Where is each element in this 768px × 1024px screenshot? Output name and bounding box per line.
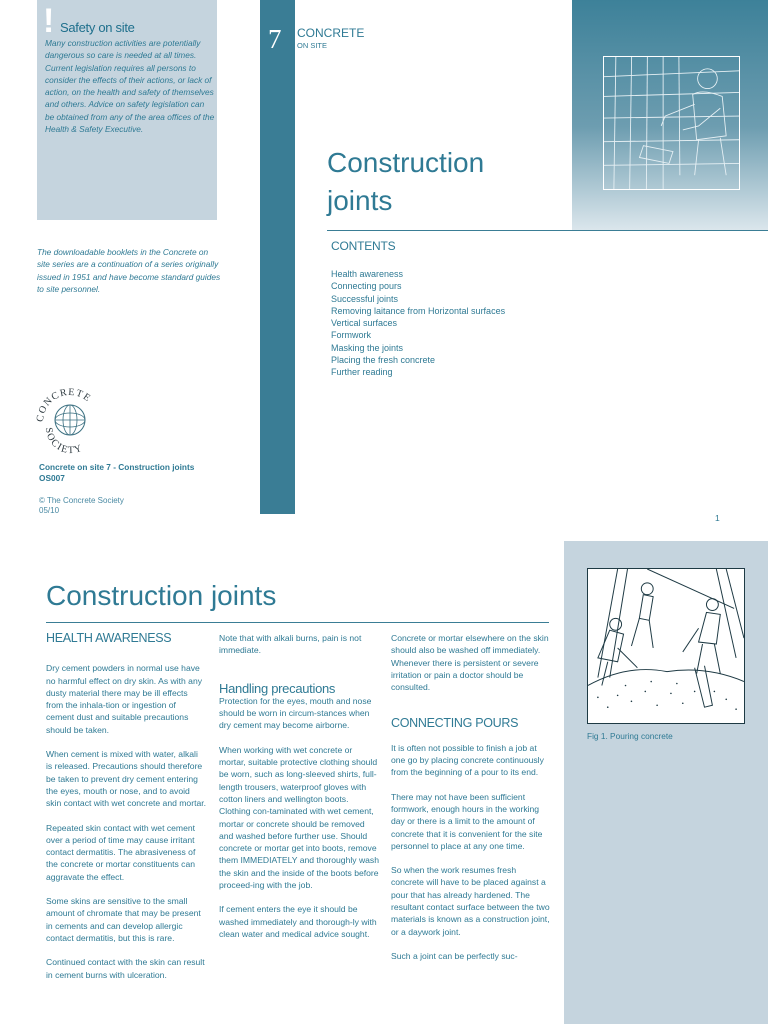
contents-item: Formwork xyxy=(331,330,371,341)
contents-item: Masking the joints xyxy=(331,342,404,353)
reference-code: OS007 xyxy=(39,472,65,483)
section-title: Construction joints xyxy=(46,580,277,611)
paragraph: Protection for the eyes, mouth and nose should be worn in circum-stances when dry cement may become airborne. xyxy=(219,695,372,731)
health-awareness-heading: HEALTH AWARENESS xyxy=(46,631,172,645)
safety-title: Safety on site xyxy=(60,20,135,35)
series-subtitle: ON SITE xyxy=(297,41,328,50)
paragraph: Note that with alkali burns, pain is not immediate. xyxy=(219,633,362,656)
figure-caption: Fig 1. Pouring concrete xyxy=(587,731,673,741)
title-line-1: Construction xyxy=(327,147,485,178)
paragraph: So when the work resumes fresh concrete will have to be placed against a pour that has already hardened. The resultant contact surface between the two materials is known as a construction joint, or a daywork joint. xyxy=(391,865,550,937)
document-reference xyxy=(39,462,194,483)
contents-item: Further reading xyxy=(331,367,393,378)
pouring-concrete-figure-icon xyxy=(587,568,745,724)
text-column-3 xyxy=(391,632,551,974)
contents-item: Successful joints xyxy=(331,293,399,304)
contents-item: Health awareness xyxy=(331,269,404,279)
paragraph: Such a joint can be perfectly suc- xyxy=(391,950,518,961)
text-column-1 xyxy=(46,632,206,993)
contents-heading: CONTENTS xyxy=(331,239,396,253)
series-number: 7 xyxy=(268,24,282,54)
paragraph: Concrete or mortar elsewhere on the skin should also be washed off immediately. xyxy=(391,633,549,656)
reference-title: Concrete on site 7 - Construction joints xyxy=(39,462,195,472)
divider xyxy=(327,230,768,231)
copyright-date: 05/10 xyxy=(39,506,60,515)
handling-precautions-heading: Handling precautions xyxy=(219,680,336,696)
contents-item: Placing the fresh concrete xyxy=(331,355,436,366)
logo-text-top: CONCRETE xyxy=(34,386,94,423)
concrete-society-logo-icon xyxy=(34,384,106,456)
logo-text-bottom: SOCIETY xyxy=(42,426,85,456)
paragraph: There may not have been sufficient formwork, enough hours in the working day or there is a limit to the amount of concrete that it is convenient for the site personnel to place at any one time. xyxy=(391,791,543,851)
paragraph: When working with wet concrete or mortar, suitable protective clothing should be worn, such as long-sleeved shirts, full-length trousers, waterproof gloves with cotton liners and wellington boots. Clothing con-taminated with wet cement, mortar or concrete should be removed and washed before further use. Should concrete or mortar get into boots, remove them IMMEDIATELY and thoroughly wash the skin and the inside of the boots before proceed-ing with the job. xyxy=(219,744,380,891)
paragraph: When cement is mixed with water, alkali is released. Precautions should therefore be taken to prevent dry cement entering the eyes, mouth or nose, and to avoid skin contact with wet concrete and mortar. xyxy=(46,749,207,809)
paragraph: Dry cement powders in normal use have no harmful effect on dry skin. As with any dusty material there may be ill effects from the inhala-tion or ingestion of cement dust and suitable precautions should be taken. xyxy=(46,663,203,735)
paragraph: Repeated skin contact with wet cement over a period of time may cause irritant contact dermatitis. The abrasiveness of the concrete or mortar constituents can aggravate the effect. xyxy=(46,822,196,882)
copyright-holder: © The Concrete Society xyxy=(39,496,124,505)
title-line-2: joints xyxy=(327,185,393,216)
paragraph: If cement enters the eye it should be washed immediately and thorough-ly with clean water and medical advice sought. xyxy=(219,904,377,939)
svg-text:SOCIETY xyxy=(43,427,85,456)
divider xyxy=(46,622,549,623)
copyright xyxy=(39,496,124,516)
series-intro-text: The downloadable booklets in the Concrete on site series are a continuation of a series originally issued in 1951 and have become standard guides to site personnel. xyxy=(37,247,221,294)
paragraph: It is often not possible to finish a job at one go by placing concrete continuously from the beginning of a pour to its end. xyxy=(391,742,544,778)
worker-illustration-icon xyxy=(603,56,740,190)
contents-list xyxy=(331,268,505,379)
warning-exclamation-icon: ! xyxy=(43,2,55,40)
paragraph: Whenever there is persistent or severe irritation or pain a doctor should be consulted. xyxy=(391,657,539,693)
series-name: CONCRETE xyxy=(297,26,365,40)
series-bar xyxy=(260,0,295,514)
page-number: 1 xyxy=(715,513,720,523)
paragraph: Continued contact with the skin can result in cement burns with ulceration. xyxy=(46,957,205,980)
paragraph: Some skins are sensitive to the small amount of chromate that may be present in cements and can develop allergic contact dermatitis, but this is rare. xyxy=(46,896,201,943)
contents-item: Vertical surfaces xyxy=(331,318,398,329)
page-title xyxy=(327,144,484,220)
contents-item: Connecting pours xyxy=(331,281,402,292)
connecting-pours-heading: CONNECTING POURS xyxy=(391,716,519,731)
contents-item: Removing laitance from Horizontal surfaces xyxy=(331,305,506,316)
safety-text: Many construction activities are potentially dangerous so care is needed at all times. Current legislation requires all persons to consider the effects of their actions, or lack of action, on the health and safety of themselves and others. Advice on safety legislation can be obtained from any of the area offices of the Health & Safety Executive. xyxy=(45,38,215,135)
text-column-2 xyxy=(219,632,379,952)
